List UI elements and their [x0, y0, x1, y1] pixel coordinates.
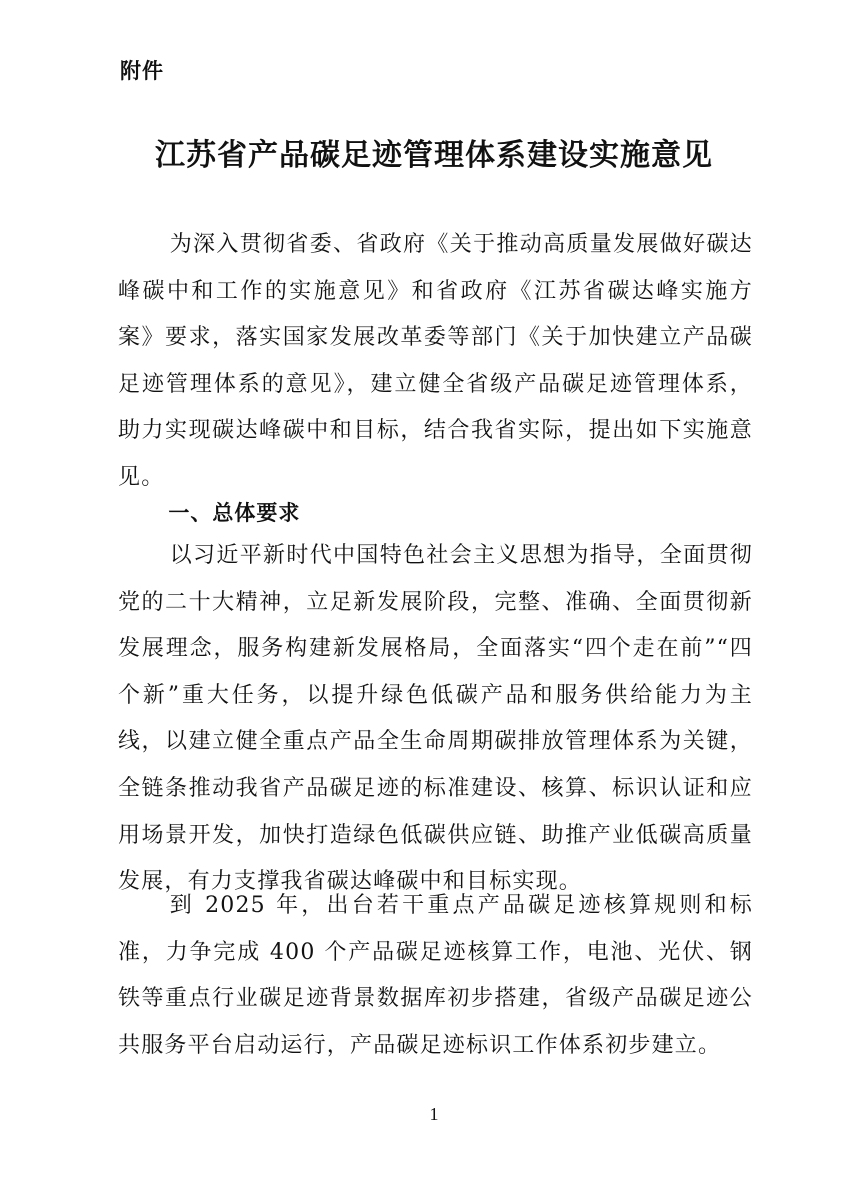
document-title: 江苏省产品碳足迹管理体系建设实施意见: [155, 138, 713, 173]
body-paragraph: 以习近平新时代中国特色社会主义思想为指导，全面贯彻党的二十大精神，立足新发展阶段，完整、准确、全面贯彻新发展理念，服务构建新发展格局，全面落实“四个走在前”“四个新”重大任务，以提升绿色低碳产品和服务供给能力为主线，以建立健全重点产品全生命周期碳排放管理体系为关键，全链条推动我省产品碳足迹的标准建设、核算、标识认证和应用场景开发，加快打造绿色低碳供应链、助推产业低碳高质量发展，有力支撑我省碳达峰碳中和目标实现。: [118, 543, 753, 895]
section-heading: 一、总体要求: [168, 501, 301, 525]
intro-paragraph: 为深入贯彻省委、省政府《关于推动高质量发展做好碳达峰碳中和工作的实施意见》和省政府《江苏省碳达峰实施方案》要求，落实国家发展改革委等部门《关于加快建立产品碳足迹管理体系的意见》，建立健全省级产品碳足迹管理体系，助力实现碳达峰碳中和目标，结合我省实际，提出如下实施意见。: [118, 232, 753, 490]
page-number: 1: [429, 1104, 439, 1124]
body-paragraph: 到 2025 年，出台若干重点产品碳足迹核算规则和标准，力争完成 400 个产品碳足迹核算工作，电池、光伏、钢铁等重点行业碳足迹背景数据库初步搭建，省级产品碳足迹公共服务平台启动运行，产品碳足迹标识工作体系初步建立。: [118, 893, 753, 1058]
attachment-label: 附件: [120, 59, 164, 83]
